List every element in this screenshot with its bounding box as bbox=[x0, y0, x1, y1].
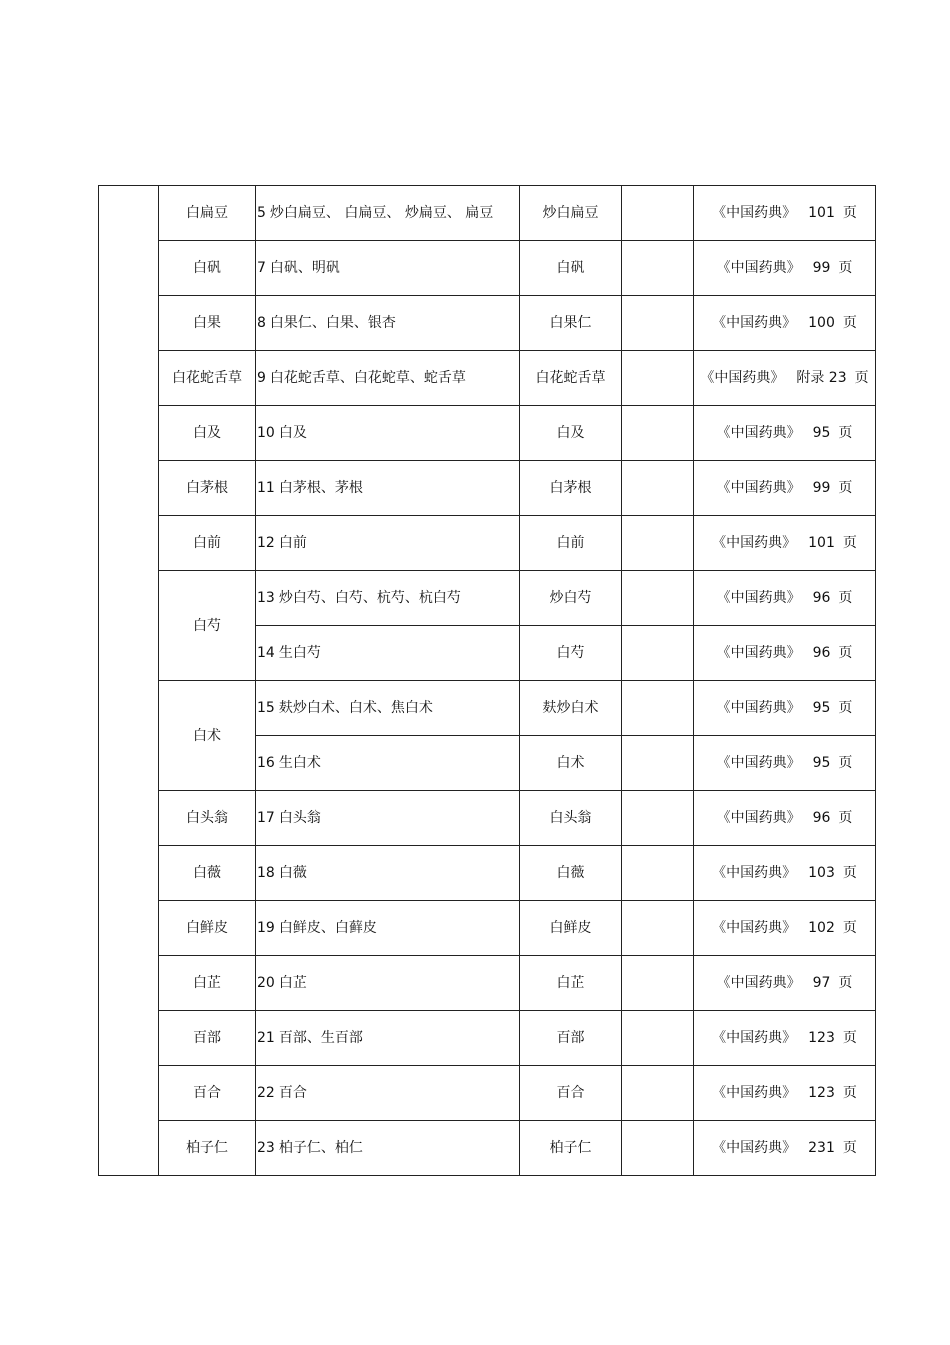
aliases-cell bbox=[256, 1011, 520, 1066]
reference-page-unit: 页 bbox=[842, 205, 857, 221]
herb-name-cell: 白花蛇舌草 bbox=[159, 351, 256, 406]
empty-cell bbox=[622, 681, 694, 736]
entry-number: 23 bbox=[257, 1140, 275, 1156]
reference-book: 《中国药典》 bbox=[712, 535, 797, 551]
table-body bbox=[99, 186, 876, 1176]
table-row bbox=[99, 791, 876, 846]
reference-page: 123 bbox=[808, 1030, 835, 1046]
herb-name-cell: 白术 bbox=[159, 681, 256, 791]
reference-page-unit: 页 bbox=[854, 370, 869, 386]
aliases-text: 炒白扁豆、 白扁豆、 炒扁豆、 扁豆 bbox=[269, 205, 494, 221]
aliases-cell bbox=[256, 901, 520, 956]
reference-page-unit: 页 bbox=[838, 645, 853, 661]
reference-cell bbox=[694, 516, 876, 571]
table-row bbox=[99, 1066, 876, 1121]
table-row bbox=[99, 461, 876, 516]
standard-name-cell: 柏子仁 bbox=[520, 1121, 622, 1176]
reference-page: 231 bbox=[808, 1140, 835, 1156]
standard-name-cell: 白头翁 bbox=[520, 791, 622, 846]
standard-name-cell: 炒白芍 bbox=[520, 571, 622, 626]
standard-name-cell: 白术 bbox=[520, 736, 622, 791]
reference-book: 《中国药典》 bbox=[712, 865, 797, 881]
aliases-text: 白头翁 bbox=[278, 810, 321, 826]
aliases-text: 生白芍 bbox=[278, 645, 321, 661]
empty-cell bbox=[622, 241, 694, 296]
reference-page: 95 bbox=[812, 755, 831, 771]
standard-name-cell: 白花蛇舌草 bbox=[520, 351, 622, 406]
aliases-cell bbox=[256, 461, 520, 516]
table-row bbox=[99, 846, 876, 901]
standard-name-cell: 白芍 bbox=[520, 626, 622, 681]
aliases-cell bbox=[256, 1066, 520, 1121]
reference-book: 《中国药典》 bbox=[716, 700, 801, 716]
standard-name-cell: 麸炒白术 bbox=[520, 681, 622, 736]
reference-page: 95 bbox=[812, 700, 831, 716]
empty-cell bbox=[622, 516, 694, 571]
reference-page: 102 bbox=[808, 920, 835, 936]
aliases-text: 麸炒白术、白术、焦白术 bbox=[278, 700, 433, 716]
herb-reference-table bbox=[98, 185, 876, 1176]
entry-number: 20 bbox=[257, 975, 275, 991]
entry-number: 16 bbox=[257, 755, 275, 771]
entry-number: 17 bbox=[257, 810, 275, 826]
reference-page-unit: 页 bbox=[838, 480, 853, 496]
aliases-cell bbox=[256, 571, 520, 626]
empty-cell bbox=[622, 351, 694, 406]
aliases-cell bbox=[256, 736, 520, 791]
table-row bbox=[99, 296, 876, 351]
reference-page-unit: 页 bbox=[838, 975, 853, 991]
reference-page-unit: 页 bbox=[842, 535, 857, 551]
standard-name-cell: 白及 bbox=[520, 406, 622, 461]
reference-cell bbox=[694, 846, 876, 901]
reference-page: 101 bbox=[808, 535, 835, 551]
reference-cell bbox=[694, 626, 876, 681]
reference-page-unit: 页 bbox=[838, 810, 853, 826]
reference-book: 《中国药典》 bbox=[716, 645, 801, 661]
empty-cell bbox=[622, 626, 694, 681]
aliases-text: 白果仁、白果、银杏 bbox=[269, 315, 396, 331]
entry-number: 15 bbox=[257, 700, 275, 716]
empty-cell bbox=[622, 736, 694, 791]
reference-book: 《中国药典》 bbox=[712, 1085, 797, 1101]
reference-book: 《中国药典》 bbox=[716, 425, 801, 441]
reference-page-unit: 页 bbox=[842, 1085, 857, 1101]
reference-cell bbox=[694, 901, 876, 956]
aliases-cell bbox=[256, 296, 520, 351]
herb-name-cell: 百部 bbox=[159, 1011, 256, 1066]
empty-cell bbox=[622, 901, 694, 956]
standard-name-cell: 百合 bbox=[520, 1066, 622, 1121]
aliases-cell bbox=[256, 681, 520, 736]
aliases-text: 白矾、明矾 bbox=[269, 260, 340, 276]
reference-page: 96 bbox=[812, 645, 831, 661]
table-row bbox=[99, 406, 876, 461]
standard-name-cell: 炒白扁豆 bbox=[520, 186, 622, 241]
entry-number: 7 bbox=[257, 260, 266, 276]
entry-number: 11 bbox=[257, 480, 275, 496]
entry-number: 13 bbox=[257, 590, 275, 606]
standard-name-cell: 白果仁 bbox=[520, 296, 622, 351]
reference-page-unit: 页 bbox=[838, 260, 853, 276]
reference-cell bbox=[694, 791, 876, 846]
herb-name-cell: 白芷 bbox=[159, 956, 256, 1011]
table-row bbox=[99, 571, 876, 626]
aliases-text: 白芷 bbox=[278, 975, 307, 991]
aliases-cell bbox=[256, 956, 520, 1011]
empty-cell bbox=[622, 956, 694, 1011]
entry-number: 9 bbox=[257, 370, 266, 386]
aliases-text: 百合 bbox=[278, 1085, 307, 1101]
standard-name-cell: 白鲜皮 bbox=[520, 901, 622, 956]
reference-cell bbox=[694, 296, 876, 351]
empty-cell bbox=[622, 1066, 694, 1121]
reference-cell bbox=[694, 956, 876, 1011]
reference-book: 《中国药典》 bbox=[712, 205, 797, 221]
aliases-cell bbox=[256, 791, 520, 846]
standard-name-cell: 百部 bbox=[520, 1011, 622, 1066]
aliases-cell bbox=[256, 846, 520, 901]
table-row bbox=[99, 241, 876, 296]
reference-page-unit: 页 bbox=[842, 920, 857, 936]
table-row bbox=[99, 351, 876, 406]
table-row bbox=[99, 186, 876, 241]
aliases-cell bbox=[256, 241, 520, 296]
empty-cell bbox=[622, 461, 694, 516]
empty-cell bbox=[622, 791, 694, 846]
herb-name-cell: 白扁豆 bbox=[159, 186, 256, 241]
aliases-cell bbox=[256, 516, 520, 571]
empty-cell bbox=[622, 296, 694, 351]
aliases-cell bbox=[256, 351, 520, 406]
reference-page-unit: 页 bbox=[842, 1140, 857, 1156]
herb-name-cell: 白薇 bbox=[159, 846, 256, 901]
entry-number: 19 bbox=[257, 920, 275, 936]
herb-name-cell: 白茅根 bbox=[159, 461, 256, 516]
reference-page-unit: 页 bbox=[842, 865, 857, 881]
herb-name-cell: 白头翁 bbox=[159, 791, 256, 846]
entry-number: 8 bbox=[257, 315, 266, 331]
reference-book: 《中国药典》 bbox=[712, 1030, 797, 1046]
reference-cell bbox=[694, 736, 876, 791]
reference-cell bbox=[694, 571, 876, 626]
reference-page-unit: 页 bbox=[842, 315, 857, 331]
reference-page: 100 bbox=[808, 315, 835, 331]
category-cell bbox=[99, 186, 159, 1176]
reference-page: 96 bbox=[812, 590, 831, 606]
empty-cell bbox=[622, 186, 694, 241]
aliases-text: 炒白芍、白芍、杭芍、杭白芍 bbox=[278, 590, 461, 606]
table-row bbox=[99, 1011, 876, 1066]
reference-page-unit: 页 bbox=[838, 755, 853, 771]
reference-page: 101 bbox=[808, 205, 835, 221]
herb-name-cell: 百合 bbox=[159, 1066, 256, 1121]
table-row bbox=[99, 956, 876, 1011]
reference-cell bbox=[694, 681, 876, 736]
reference-book: 《中国药典》 bbox=[716, 480, 801, 496]
aliases-text: 白花蛇舌草、白花蛇草、蛇舌草 bbox=[269, 370, 466, 386]
herb-name-cell: 柏子仁 bbox=[159, 1121, 256, 1176]
empty-cell bbox=[622, 571, 694, 626]
reference-page: 97 bbox=[812, 975, 831, 991]
reference-book: 《中国药典》 bbox=[700, 370, 785, 386]
entry-number: 5 bbox=[257, 205, 266, 221]
table-row bbox=[99, 681, 876, 736]
empty-cell bbox=[622, 1121, 694, 1176]
table-row bbox=[99, 516, 876, 571]
reference-page: 99 bbox=[812, 480, 831, 496]
empty-cell bbox=[622, 846, 694, 901]
entry-number: 21 bbox=[257, 1030, 275, 1046]
herb-name-cell: 白鲜皮 bbox=[159, 901, 256, 956]
reference-cell bbox=[694, 186, 876, 241]
reference-page-unit: 页 bbox=[842, 1030, 857, 1046]
herb-name-cell: 白前 bbox=[159, 516, 256, 571]
aliases-text: 柏子仁、柏仁 bbox=[278, 1140, 363, 1156]
standard-name-cell: 白前 bbox=[520, 516, 622, 571]
herb-name-cell: 白果 bbox=[159, 296, 256, 351]
standard-name-cell: 白薇 bbox=[520, 846, 622, 901]
herb-name-cell: 白矾 bbox=[159, 241, 256, 296]
reference-book: 《中国药典》 bbox=[712, 315, 797, 331]
empty-cell bbox=[622, 406, 694, 461]
empty-cell bbox=[622, 1011, 694, 1066]
entry-number: 22 bbox=[257, 1085, 275, 1101]
table-row bbox=[99, 1121, 876, 1176]
aliases-text: 白薇 bbox=[278, 865, 307, 881]
reference-cell bbox=[694, 351, 876, 406]
reference-page: 103 bbox=[808, 865, 835, 881]
herb-name-cell: 白及 bbox=[159, 406, 256, 461]
reference-page: 123 bbox=[808, 1085, 835, 1101]
reference-cell bbox=[694, 406, 876, 461]
table-row bbox=[99, 901, 876, 956]
aliases-cell bbox=[256, 1121, 520, 1176]
reference-cell bbox=[694, 461, 876, 516]
entry-number: 18 bbox=[257, 865, 275, 881]
entry-number: 12 bbox=[257, 535, 275, 551]
standard-name-cell: 白茅根 bbox=[520, 461, 622, 516]
reference-page: 96 bbox=[812, 810, 831, 826]
reference-page: 95 bbox=[812, 425, 831, 441]
reference-book: 《中国药典》 bbox=[716, 810, 801, 826]
reference-book: 《中国药典》 bbox=[712, 920, 797, 936]
herb-name-cell: 白芍 bbox=[159, 571, 256, 681]
reference-page-unit: 页 bbox=[838, 425, 853, 441]
entry-number: 14 bbox=[257, 645, 275, 661]
reference-book: 《中国药典》 bbox=[716, 755, 801, 771]
reference-page: 附录 23 bbox=[796, 370, 847, 386]
reference-cell bbox=[694, 241, 876, 296]
aliases-text: 白鲜皮、白藓皮 bbox=[278, 920, 377, 936]
aliases-text: 白茅根、茅根 bbox=[278, 480, 363, 496]
reference-book: 《中国药典》 bbox=[716, 260, 801, 276]
aliases-text: 白前 bbox=[278, 535, 307, 551]
reference-cell bbox=[694, 1121, 876, 1176]
aliases-text: 生白术 bbox=[278, 755, 321, 771]
standard-name-cell: 白矾 bbox=[520, 241, 622, 296]
reference-cell bbox=[694, 1011, 876, 1066]
aliases-cell bbox=[256, 186, 520, 241]
reference-page-unit: 页 bbox=[838, 590, 853, 606]
aliases-text: 白及 bbox=[278, 425, 307, 441]
reference-page: 99 bbox=[812, 260, 831, 276]
aliases-cell bbox=[256, 406, 520, 461]
reference-book: 《中国药典》 bbox=[712, 1140, 797, 1156]
aliases-cell bbox=[256, 626, 520, 681]
aliases-text: 百部、生百部 bbox=[278, 1030, 363, 1046]
reference-page-unit: 页 bbox=[838, 700, 853, 716]
reference-book: 《中国药典》 bbox=[716, 975, 801, 991]
reference-book: 《中国药典》 bbox=[716, 590, 801, 606]
standard-name-cell: 白芷 bbox=[520, 956, 622, 1011]
entry-number: 10 bbox=[257, 425, 275, 441]
reference-cell bbox=[694, 1066, 876, 1121]
